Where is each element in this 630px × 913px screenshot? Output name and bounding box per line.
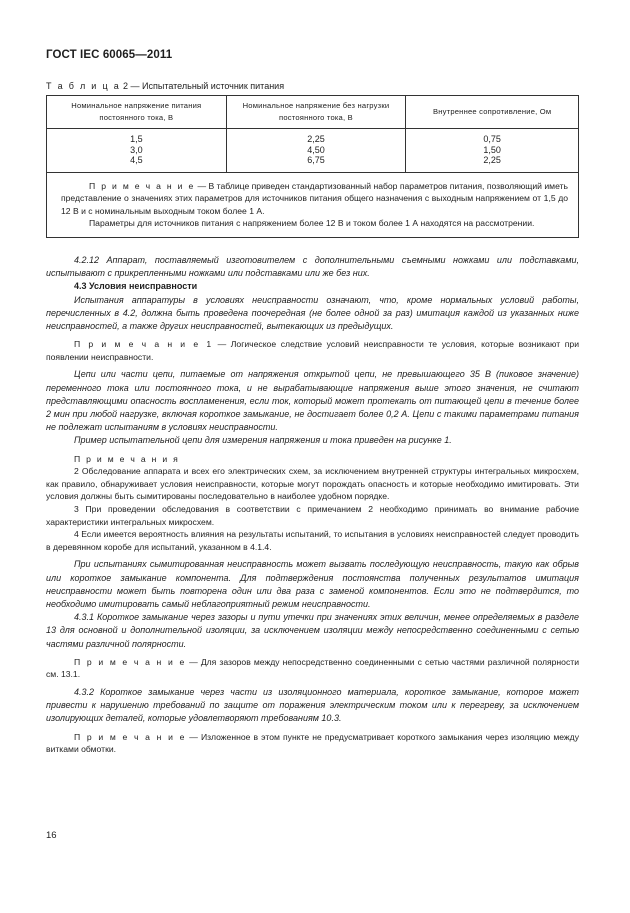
table-cell: 2,25 — [483, 155, 501, 165]
table-note-text: — В таблице приведен стандартизованный набор параметров питания, позволяющий иметь представление о значениях этих параметров для источников питания общего назначения с выходным напряжением от 1,5 до 12 В и с номинальным выходным током более 1 А. — [61, 180, 568, 216]
note-4-3-1-label: П р и м е ч а н и е — [74, 656, 187, 667]
table-cell: 1,5 — [130, 134, 143, 144]
clause-4-3-1: 4.3.1 Короткое замыкание через зазоры и пути утечки при значениях этих величин, менее определяемых в разделе 13 для основной и дополнительной изоляции, за исключением изоляции между непосредственно соединенными с сетью частями различной полярности. — [46, 612, 579, 649]
notes-label: П р и м е ч а н и я — [74, 453, 180, 464]
table-caption-text: 2 — Испытательный источник питания — [123, 81, 285, 91]
note-3: 3 При проведении обследования в соответствии с примечанием 2 необходимо принимать во внимание рабочие характеристики интегральных микросхем. — [46, 504, 579, 527]
note-4: 4 Если имеется вероятность влияния на результаты испытаний, то испытания в условиях неисправностей следует проводить в деревянном коробе для испытаний, указанном в 4.1.4. — [46, 529, 579, 552]
table-note-paragraph-1 — [61, 180, 568, 218]
note-4-3-2 — [46, 731, 579, 756]
table-cell: 6,75 — [307, 155, 325, 165]
clause-4-2-12: 4.2.12 Аппарат, поставляемый изготовителем с дополнительными съемными ножками или подставками, испытывают с прикрепленными ножками или подставками или же без них. — [46, 255, 579, 279]
clause-4-3-intro: Испытания аппаратуры в условиях неисправности означают, что, кроме нормальных условий работы, перечисленных в 4.2, должна быть проведена поочередная (не более одной за раз) имитация каждой из указанных ниже неисправностей, а также других неисправностей, вытекающих из предыдущих. — [46, 294, 579, 332]
paragraph-example: Пример испытательной цепи для измерения напряжения и тока приведен на рисунке 1. — [74, 435, 452, 446]
table-cell: 2,25 — [307, 134, 325, 144]
section-heading-4-3: 4.3 Условия неисправности — [74, 281, 198, 292]
column-no-load-voltage — [226, 129, 406, 173]
header-no-load-voltage: Номинальное напряжение без нагрузки постоянного тока, В — [226, 96, 406, 129]
paragraph-circuits: Цепи или части цепи, питаемые от напряжения открытой цепи, не превышающего 35 В (пиковое значение) переменного тока или постоянного тока, и не вырабатывающие напряжения выше этого значения, не считают представляющими опасность воспламенения, если ток, который может протекать от питающей цепи в течение более 2 мин при любой нагрузке, включая короткое замыкание, не достигает более 0,2 А. Цепи с такими параметрами питания не подлежат испытаниям в условиях неисправности. — [46, 369, 579, 433]
column-nominal-voltage — [47, 129, 227, 173]
column-internal-resistance — [406, 129, 579, 173]
table-note — [47, 172, 579, 237]
table-cell: 3,0 — [130, 144, 143, 155]
table-note-paragraph-2: Параметры для источников питания с напряжением более 12 В и током более 1 А находятся на рассмотрении. — [89, 218, 535, 229]
note-4-3-2-text: — Изложенное в этом пункте не предусматривает короткого замыкания через изоляцию между витками обмотки. — [46, 731, 579, 755]
table-caption — [46, 81, 284, 91]
header-nominal-voltage: Номинальное напряжение питания постоянного тока, В — [47, 96, 227, 129]
table-cell: 0,75 — [483, 134, 501, 144]
table-cell: 4,50 — [307, 144, 325, 155]
table-cell: 4,5 — [130, 155, 143, 165]
note-2: 2 Обследование аппарата и всех его электрических схем, за исключением внутренней структуры интегральных микросхем, как правило, обнаруживает условия неисправности, которые могут порождать опасность и которые необходимо имитировать. Эти условия должны быть сымитированы последовательно в наиболее удобном порядке. — [46, 466, 579, 502]
note-4-3-1-text: — Для зазоров между непосредственно соединенными с сетью частями различной полярности см. 13.1. — [46, 656, 579, 680]
note-1-label: П р и м е ч а н и е 1 — [74, 339, 213, 350]
table-header-row — [47, 96, 579, 129]
document-id: ГОСТ IEC 60065—2011 — [46, 49, 173, 61]
body-text — [46, 254, 579, 756]
paragraph-simulated-fault: При испытаниях сымитированная неисправность может вызвать последующую неисправность, такую как обрыв или короткое замыкание компонента. Для подтверждения постоянства полученных результатов имитация неисправности может быть повторена один или два раза с заменой компонентов. Если это не подтвердится, то необходимо имитировать самый неблагоприятный режим неисправности. — [46, 559, 579, 609]
table-note-label: П р и м е ч а н и е — [89, 180, 196, 191]
clause-4-3-2: 4.3.2 Короткое замыкание через части из изоляционного материала, короткое замыкание, которое может привести к нарушению требований по защите от поражения электрическим током или к перегреву, за исключением изолирующих деталей, которые удовлетворяют требованиям 10.3. — [46, 686, 579, 724]
page-number: 16 — [46, 830, 57, 841]
note-4-3-2-label: П р и м е ч а н и е — [74, 731, 187, 742]
power-source-table — [46, 95, 579, 238]
table-cell: 1,50 — [483, 144, 501, 155]
note-1 — [46, 338, 579, 363]
table-values-row — [47, 129, 579, 173]
table-note-row — [47, 172, 579, 237]
note-1-text: — Логическое следствие условий неисправности те условия, которые возникают при появлении неисправности. — [46, 339, 579, 362]
table-caption-label: Т а б л и ц а — [46, 81, 121, 91]
note-4-3-1 — [46, 656, 579, 681]
header-internal-resistance: Внутреннее сопротивление, Ом — [406, 96, 579, 129]
